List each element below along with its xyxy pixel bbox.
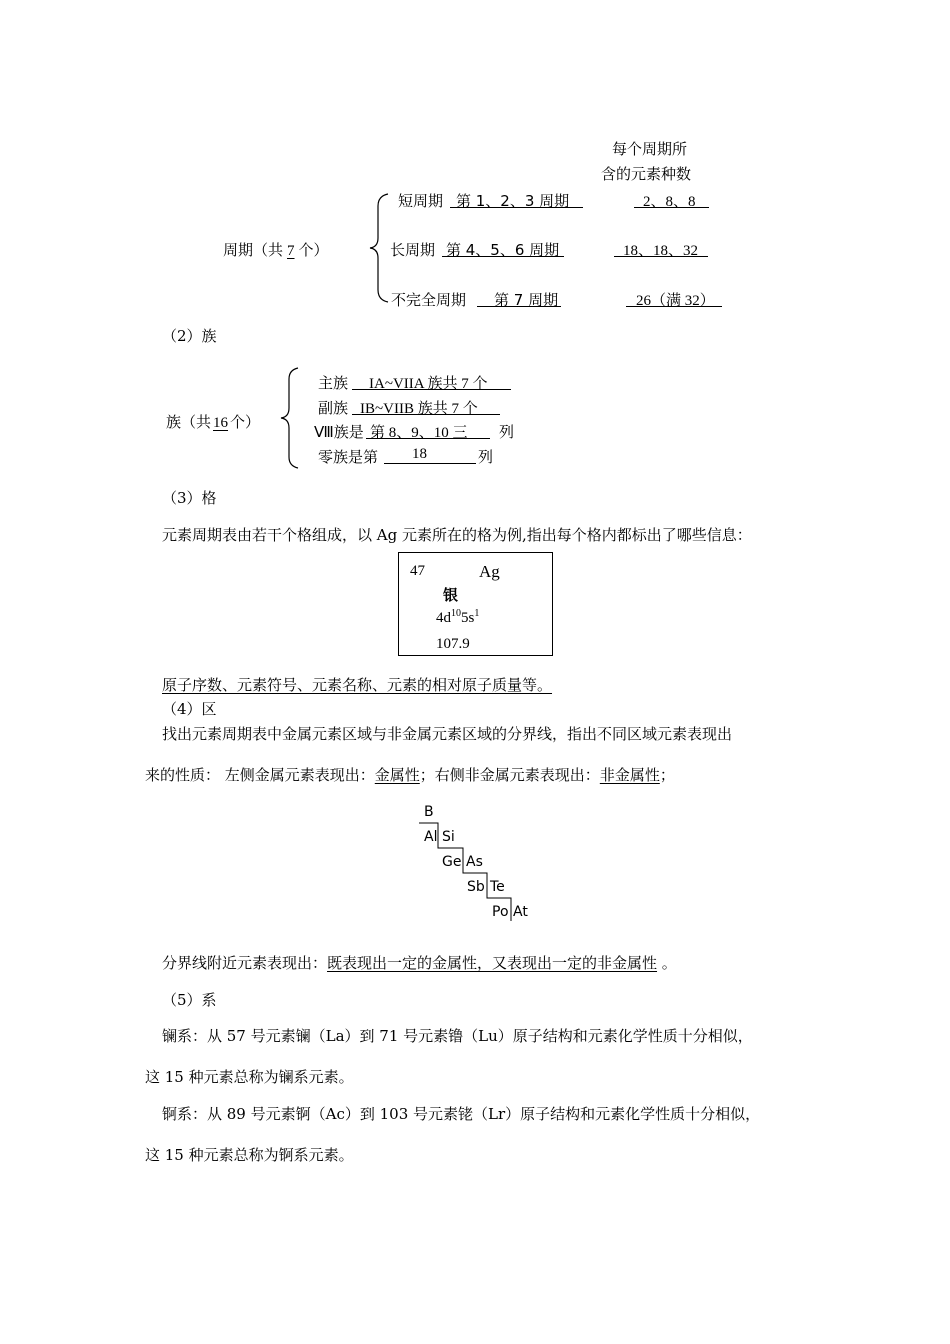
elem-sb: Sb	[467, 879, 485, 895]
period-row-incomplete-underline	[477, 306, 561, 307]
group-row-sub-value: IB~VIIB 族共 7 个	[360, 401, 478, 417]
period-row-incomplete-count-underline	[626, 306, 722, 307]
group-row-viii-name: Ⅷ族是	[314, 423, 364, 441]
section4-line2: 来的性质： 左侧金属元素表现出：金属性；右侧非金属元素表现出：非金属性；	[145, 766, 675, 784]
elem-as: As	[466, 854, 483, 870]
element-symbol: Ag	[479, 562, 500, 581]
elem-si: Si	[442, 829, 455, 845]
group-row-sub-underline	[352, 414, 500, 415]
elem-al: Al	[424, 829, 438, 845]
actinide-line1: 锕系：从 89 号元素锕（Ac）到 103 号元素铑（Lr）原子结构和元素化学性质十分相似，	[162, 1105, 761, 1123]
section3-answer: 原子序数、元素符号、元素名称、元素的相对原子质量等。	[162, 676, 553, 694]
element-cell-ag	[398, 552, 553, 656]
section2-heading: （2）族	[162, 327, 217, 345]
period-row-long-count: 18、18、32	[623, 243, 699, 259]
elem-po: Po	[492, 904, 509, 920]
group-row-sub-name: 副族	[318, 399, 349, 417]
group-row-zero-underline	[384, 463, 476, 464]
period-row-long-name: 长周期	[390, 241, 436, 259]
period-header-line1: 每个周期所	[612, 140, 688, 158]
period-row-long-underline	[442, 256, 564, 257]
elem-te: Te	[490, 879, 505, 895]
period-brace	[368, 192, 390, 304]
period-row-long-count-underline	[614, 256, 708, 257]
section5-heading: （5）系	[162, 991, 217, 1009]
group-row-zero-value: 18	[412, 446, 427, 462]
group-row-main-underline	[352, 389, 511, 390]
actinide-line2: 这 15 种元素总称为锕系元素。	[145, 1146, 354, 1164]
section3-intro: 元素周期表由若干个格组成，以 Ag 元素所在的格为例,指出每个格内都标出了哪些信息：	[162, 526, 752, 544]
elem-b: B	[424, 804, 434, 820]
period-row-short-value: 第 1、2、3 周期	[456, 192, 570, 210]
section4-heading: （4）区	[162, 700, 217, 718]
group-row-viii-value: 第 8、9、10 三	[370, 425, 468, 441]
period-row-short-count: 2、8、8	[643, 194, 696, 210]
group-brace	[278, 366, 300, 470]
section4-boundary: 分界线附近元素表现出：既表现出一定的金属性，又表现出一定的非金属性 。	[162, 954, 677, 972]
section4-line1: 找出元素周期表中金属元素区域与非金属元素区域的分界线，指出不同区域元素表现出	[162, 725, 733, 743]
period-label: 周期（共 7 个）	[223, 241, 329, 259]
period-row-short-count-underline	[634, 207, 709, 208]
elem-ge: Ge	[442, 854, 462, 870]
period-row-incomplete-value: 第 7 周期	[494, 291, 559, 309]
element-atomic-number: 47	[410, 563, 425, 579]
period-row-long-value: 第 4、5、6 周期	[446, 241, 560, 259]
period-row-incomplete-count: 26（满 32）	[636, 293, 715, 309]
period-row-short-underline	[450, 207, 583, 208]
group-row-zero-tail: 列	[478, 448, 494, 466]
elem-at: At	[513, 904, 528, 920]
group-row-viii-underline	[366, 438, 490, 439]
element-name: 银	[443, 586, 459, 604]
period-header-line2: 含的元素种数	[601, 165, 692, 183]
group-row-viii-tail: 列	[499, 423, 515, 441]
section3-heading: （3）格	[162, 489, 217, 507]
group-row-main-value: IA~VIIA 族共 7 个	[369, 376, 488, 392]
group-row-zero-name: 零族是第	[318, 448, 379, 466]
lanthanide-line2: 这 15 种元素总称为镧系元素。	[145, 1068, 354, 1086]
element-electron-config: $4d^{10}5s^1$	[436, 608, 480, 626]
lanthanide-line1: 镧系：从 57 号元素镧（La）到 71 号元素镥（Lu）原子结构和元素化学性质十分相似，	[162, 1027, 753, 1045]
group-label: 族（共 16 个）	[166, 413, 261, 431]
period-row-short-name: 短周期	[398, 192, 444, 210]
element-mass: 107.9	[436, 636, 470, 652]
period-row-incomplete-name: 不完全周期	[391, 291, 467, 309]
group-row-main-name: 主族	[318, 374, 349, 392]
